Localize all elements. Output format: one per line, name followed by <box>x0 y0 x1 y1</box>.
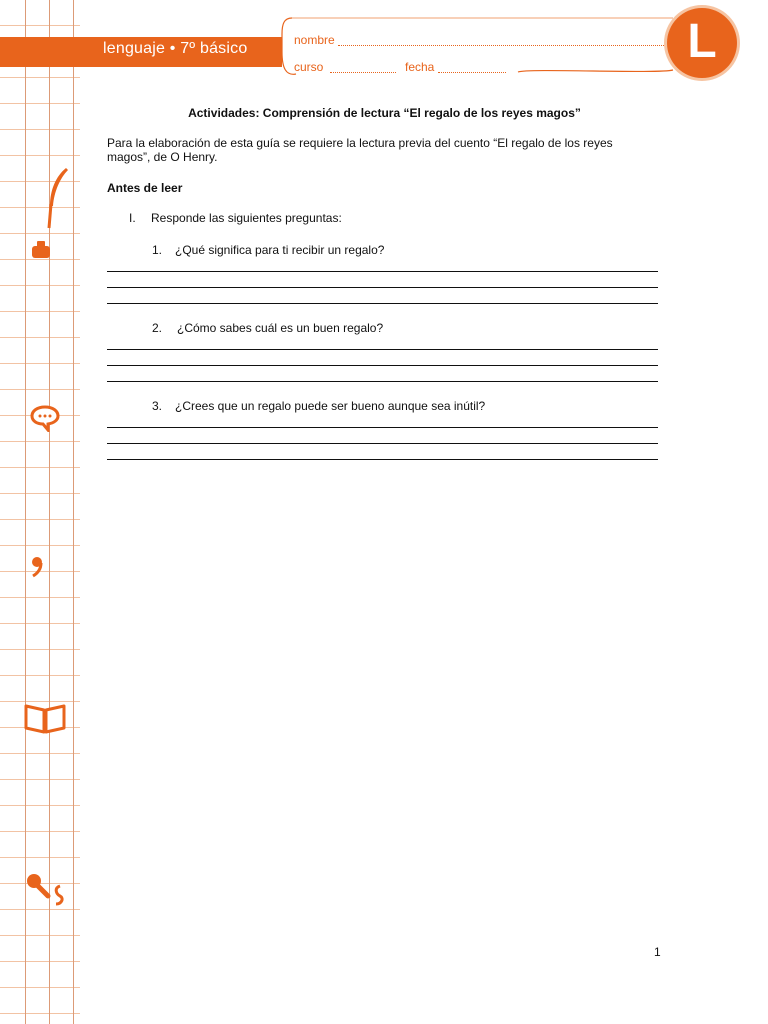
worksheet-title: Actividades: Comprensión de lectura “El regalo de los reyes magos” <box>188 106 581 120</box>
microphone-icon <box>24 872 70 908</box>
fecha-label: fecha <box>405 60 435 74</box>
question-2-number: 2. <box>152 321 163 335</box>
answer-line[interactable] <box>107 443 658 444</box>
subject-logo <box>667 8 737 78</box>
page-number: 1 <box>654 945 661 959</box>
section-heading: Antes de leer <box>107 181 183 195</box>
curso-field[interactable] <box>330 72 396 73</box>
question-3-text: ¿Crees que un regalo puede ser bueno aunque sea inútil? <box>175 399 486 413</box>
nombre-label: nombre <box>294 33 335 47</box>
answer-line[interactable] <box>107 365 658 366</box>
inkpot-icon <box>30 238 52 260</box>
instruction-number: I. <box>129 211 136 225</box>
answer-line[interactable] <box>107 271 658 272</box>
quill-icon <box>40 166 74 232</box>
answer-line[interactable] <box>107 287 658 288</box>
header-form-frame <box>278 14 698 86</box>
nombre-field[interactable] <box>338 45 668 46</box>
curso-label: curso <box>294 60 324 74</box>
open-book-icon <box>22 700 68 734</box>
speech-bubble-icon <box>30 404 60 432</box>
instruction-text: Responde las siguientes preguntas: <box>151 211 342 225</box>
margin-grid <box>0 0 80 1024</box>
answer-line[interactable] <box>107 459 658 460</box>
subject-title: lenguaje • 7º básico <box>103 40 248 57</box>
fecha-field[interactable] <box>438 72 506 73</box>
comma-icon <box>30 556 44 578</box>
intro-paragraph: Para la elaboración de esta guía se requiere la lectura previa del cuento “El regalo de los reyes magos”, de O Henry. <box>107 136 613 164</box>
question-1-text: ¿Qué significa para ti recibir un regalo? <box>175 243 385 257</box>
question-2-text: ¿Cómo sabes cuál es un buen regalo? <box>177 321 384 335</box>
question-3-number: 3. <box>152 399 163 413</box>
answer-line[interactable] <box>107 381 658 382</box>
answer-line[interactable] <box>107 349 658 350</box>
answer-line[interactable] <box>107 427 658 428</box>
question-1-number: 1. <box>152 243 163 257</box>
logo-letter: L <box>687 15 717 68</box>
answer-line[interactable] <box>107 303 658 304</box>
